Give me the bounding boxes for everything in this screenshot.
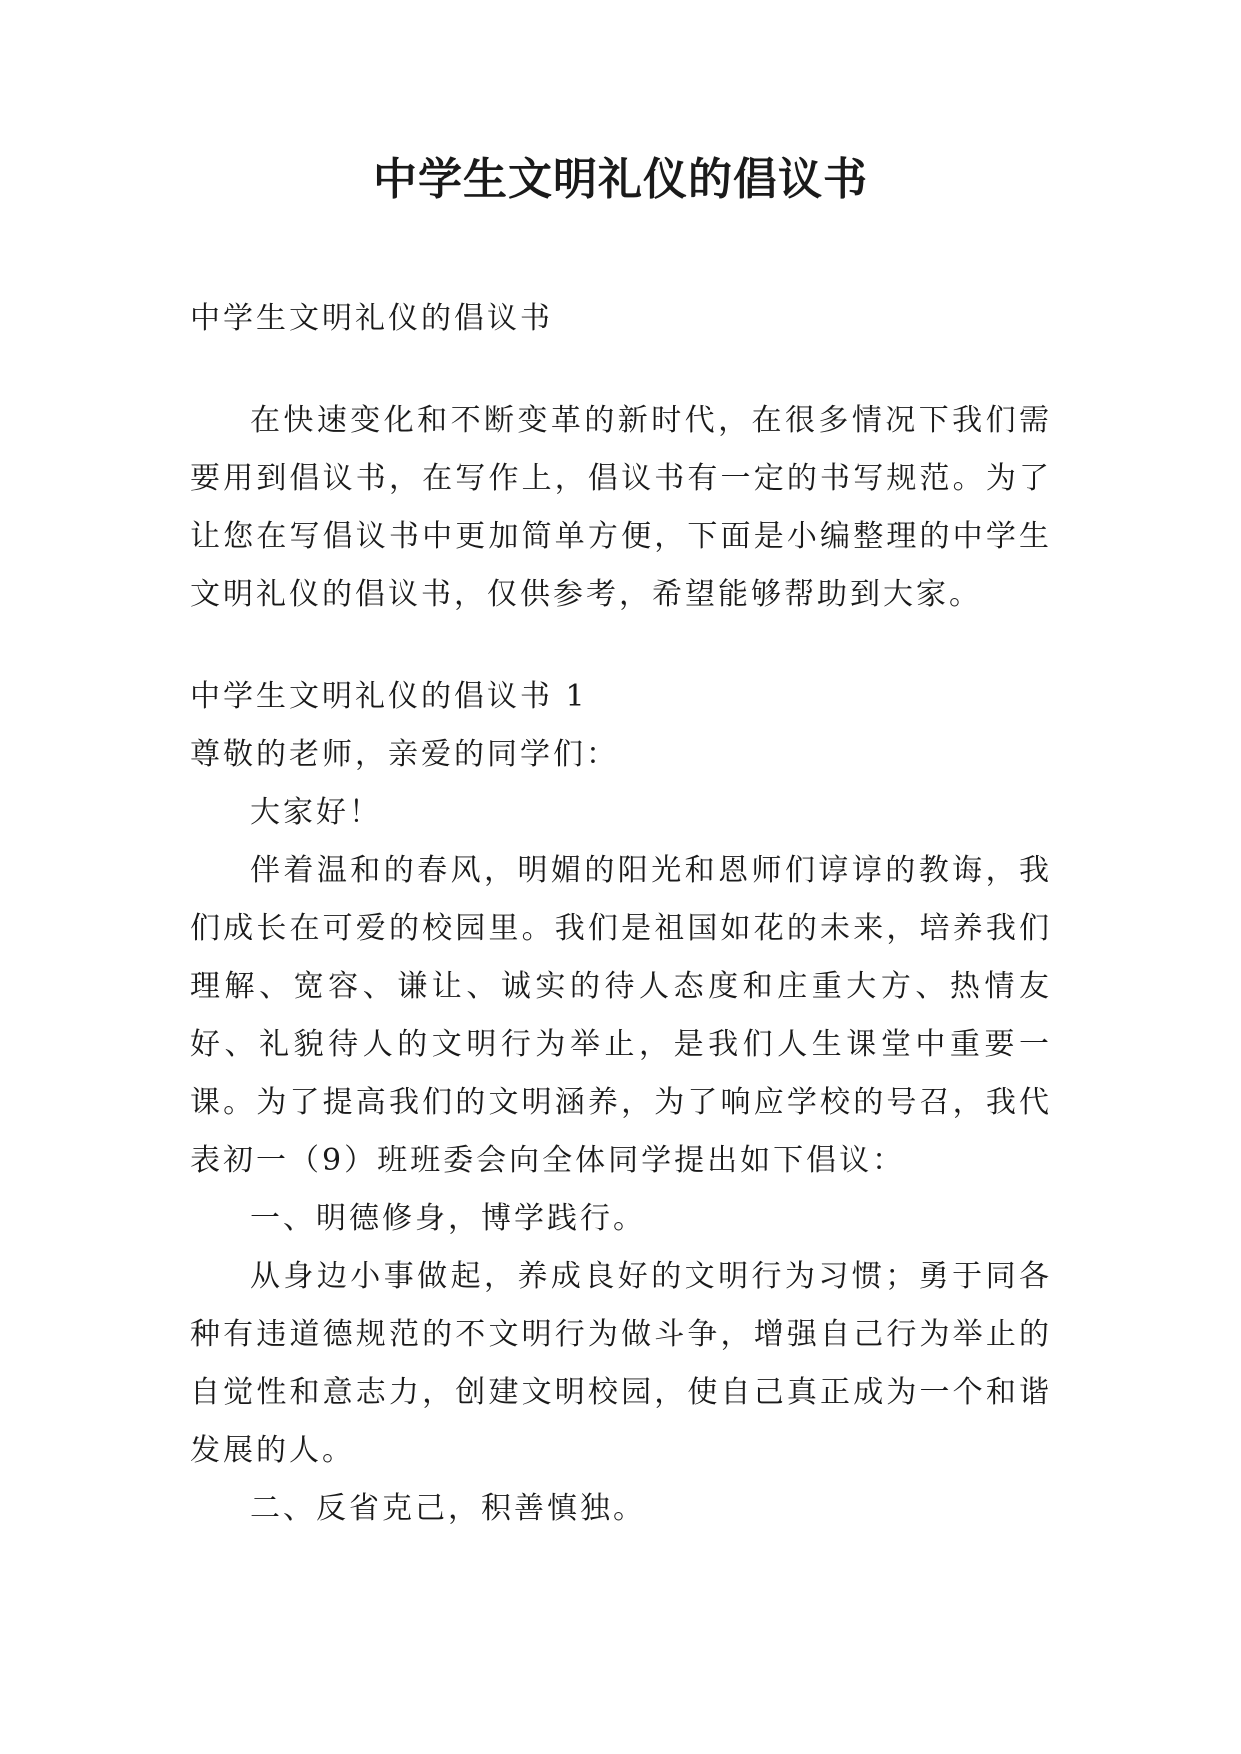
intro-paragraph: 在快速变化和不断变革的新时代，在很多情况下我们需要用到倡议书，在写作上，倡议书有一定的书写规范。为了让您在写倡议书中更加简单方便，下面是小编整理的中学生文明礼仪的倡议书，仅供参考，希望能够帮助到大家。 xyxy=(190,403,1052,612)
spacer xyxy=(190,624,1052,668)
body-paragraph-1: 伴着温和的春风，明媚的阳光和恩师们谆谆的教诲，我们成长在可爱的校园里。我们是祖国如花的未来，培养我们理解、宽容、谦让、诚实的待人态度和庄重大方、热情友好、礼貌待人的文明行为举止，是我们人生课堂中重要一课。为了提高我们的文明涵养，为了响应学校的号召，我代表初一（9）班班委会向全体同学提出如下倡议： xyxy=(190,853,1052,1178)
section-heading: 中学生文明礼仪的倡议书 1 xyxy=(190,679,588,714)
salutation: 尊敬的老师，亲爱的同学们： xyxy=(190,737,619,772)
document-subtitle: 中学生文明礼仪的倡议书 xyxy=(190,301,553,336)
point-heading-1: 一、明德修身，博学践行。 xyxy=(250,1201,646,1236)
document-body xyxy=(190,290,1052,1538)
point-heading-2: 二、反省克己，积善慎独。 xyxy=(250,1491,646,1526)
document-title: 中学生文明礼仪的倡议书 xyxy=(373,154,868,205)
greeting: 大家好！ xyxy=(250,795,382,830)
spacer xyxy=(190,348,1052,392)
body-paragraph-2: 从身边小事做起，养成良好的文明行为习惯；勇于同各种有违道德规范的不文明行为做斗争，增强自己行为举止的自觉性和意志力，创建文明校园，使自己真正成为一个和谐发展的人。 xyxy=(190,1259,1052,1468)
